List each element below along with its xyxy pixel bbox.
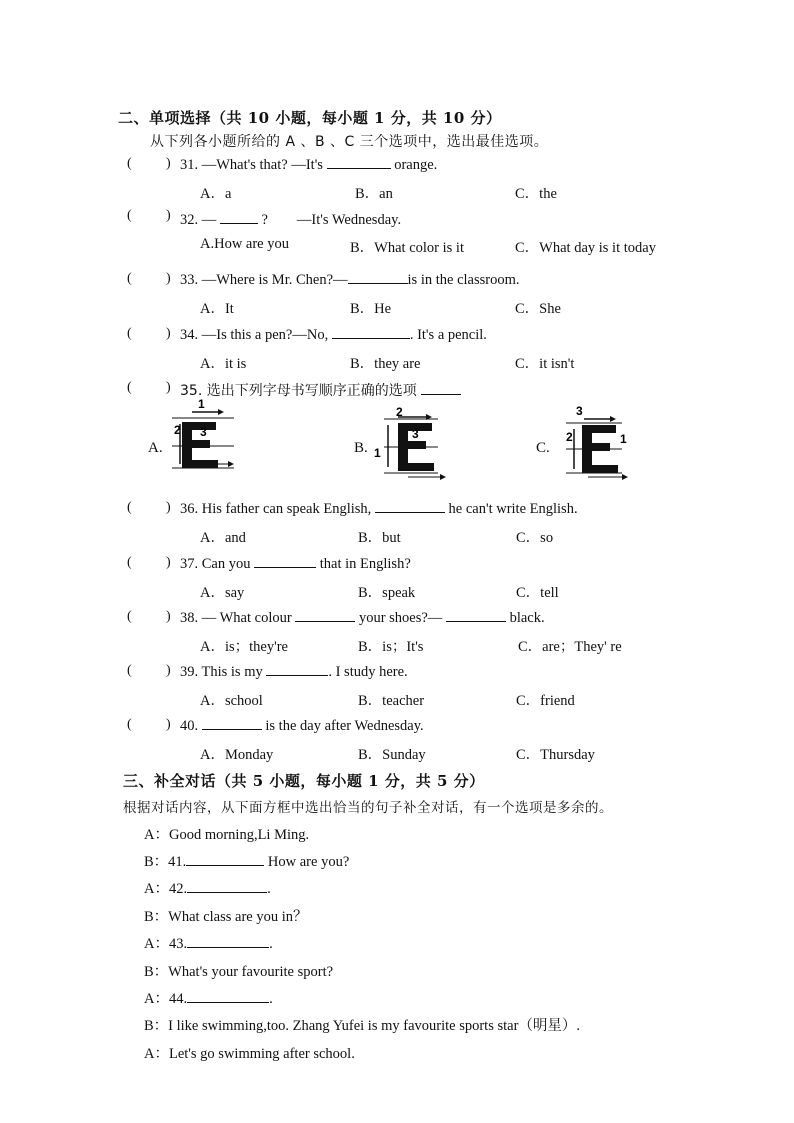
question-stem: 38. — What colour your shoes?— black. [180, 610, 545, 626]
answer-blank[interactable] [348, 271, 408, 284]
dialogue-line: B：I like swimming,too. Zhang Yufei is my favourite sports star（明星）. [144, 1018, 581, 1034]
answer-blank[interactable] [187, 935, 269, 948]
option-a[interactable]: A．say [200, 585, 245, 601]
answer-paren-left: ( [127, 271, 132, 286]
answer-paren-left: ( [127, 717, 132, 732]
option-a[interactable]: A．and [200, 530, 246, 546]
answer-paren-left: ( [127, 609, 132, 624]
question-36 [0, 500, 794, 554]
answer-paren-right: ) [166, 208, 171, 223]
answer-paren-left: ( [127, 380, 132, 395]
answer-blank[interactable] [375, 500, 445, 513]
question-40 [0, 717, 794, 771]
figure-label-b[interactable]: B. [354, 440, 368, 456]
figure-label-a[interactable]: A. [148, 440, 163, 456]
answer-blank[interactable] [266, 663, 328, 676]
option-c[interactable]: C．so [516, 530, 554, 546]
answer-paren-right: ) [166, 555, 171, 570]
letter-e-figure-b[interactable] [374, 405, 446, 485]
question-stem: 32. — ? —It's Wednesday. [180, 212, 402, 228]
option-a[interactable]: A．is；they're [200, 639, 288, 655]
option-b[interactable]: B．speak [358, 585, 416, 601]
question-31 [0, 156, 794, 210]
question-34 [0, 326, 794, 380]
answer-paren-right: ) [166, 326, 171, 341]
option-a[interactable]: A．it is [200, 356, 247, 372]
answer-paren-left: ( [127, 326, 132, 341]
answer-paren-left: ( [127, 500, 132, 515]
question-stem: 40. is the day after Wednesday. [180, 718, 424, 734]
option-b[interactable]: B．Sunday [358, 747, 426, 763]
question-38 [0, 609, 794, 663]
dialogue-line: B：41. How are you? [144, 854, 350, 870]
answer-paren-left: ( [127, 555, 132, 570]
question-stem: 36. His father can speak English, he can't write English. [180, 501, 578, 517]
option-a[interactable]: A.How are you [200, 236, 289, 252]
stroke-number: 3 [200, 425, 207, 439]
dialogue-line: A：Good morning,Li Ming. [144, 827, 310, 843]
answer-blank[interactable] [327, 156, 391, 169]
answer-blank[interactable] [254, 555, 316, 568]
question-stem: 37. Can you that in English? [180, 556, 411, 572]
answer-paren-left: ( [127, 156, 132, 171]
dialogue-line: A：42. . [144, 881, 271, 897]
option-c[interactable]: C．She [515, 301, 561, 317]
option-a[interactable]: A．Monday [200, 747, 274, 763]
answer-blank[interactable] [446, 609, 506, 622]
answer-blank[interactable] [421, 382, 461, 395]
dialogue-line: A：43. . [144, 936, 273, 952]
question-stem: 35. 选出下列字母书写顺序正确的选项 [180, 380, 461, 400]
question-32 [0, 208, 794, 262]
answer-paren-right: ) [166, 663, 171, 678]
answer-blank[interactable] [332, 326, 410, 339]
option-b[interactable]: B．He [350, 301, 392, 317]
dialogue-line: B：What class are you in？ [144, 909, 308, 925]
option-a[interactable]: A．It [200, 301, 234, 317]
dialogue-line: A：44. . [144, 991, 273, 1007]
stroke-number: 2 [396, 405, 403, 419]
stroke-number: 2 [174, 423, 181, 437]
option-a[interactable]: A．a [200, 186, 232, 202]
question-33 [0, 271, 794, 325]
section-3-instruction: 根据对话内容，从下面方框中选出恰当的句子补全对话，有一个选项是多余的。 [123, 800, 613, 816]
option-c[interactable]: C．friend [516, 693, 575, 709]
letter-e-figure-c[interactable] [560, 405, 632, 485]
dialogue-line: A：Let's go swimming after school. [144, 1046, 355, 1062]
option-b[interactable]: B．What color is it [350, 240, 464, 256]
stroke-number: 3 [576, 405, 583, 418]
answer-blank[interactable] [187, 880, 267, 893]
answer-blank[interactable] [220, 211, 258, 224]
stroke-number: 3 [412, 427, 419, 441]
answer-blank[interactable] [295, 609, 355, 622]
answer-paren-left: ( [127, 663, 132, 678]
stroke-number: 2 [566, 430, 573, 444]
answer-paren-right: ) [166, 609, 171, 624]
stroke-number: 1 [198, 398, 205, 411]
option-c[interactable]: C．Thursday [516, 747, 595, 763]
question-39 [0, 663, 794, 717]
option-c[interactable]: C．are；They' re [518, 639, 622, 655]
answer-paren-right: ) [166, 271, 171, 286]
answer-paren-right: ) [166, 156, 171, 171]
option-b[interactable]: B．they are [350, 356, 421, 372]
answer-paren-right: ) [166, 717, 171, 732]
answer-paren-right: ) [166, 500, 171, 515]
option-b[interactable]: B．teacher [358, 693, 425, 709]
option-b[interactable]: B．but [358, 530, 401, 546]
option-c[interactable]: C．the [515, 186, 557, 202]
stroke-number: 1 [374, 446, 381, 460]
question-37 [0, 555, 794, 609]
option-c[interactable]: C．tell [516, 585, 559, 601]
figure-label-c[interactable]: C. [536, 440, 550, 456]
option-c[interactable]: C．What day is it today [515, 240, 656, 256]
question-stem: 34. —Is this a pen?—No, . It's a pencil. [180, 327, 487, 343]
letter-e-figure-a[interactable] [172, 398, 242, 478]
question-stem: 39. This is my . I study here. [180, 664, 408, 680]
answer-blank[interactable] [186, 853, 264, 866]
option-c[interactable]: C．it isn't [515, 356, 575, 372]
question-stem: 33. —Where is Mr. Chen?— is in the classroom. [180, 272, 520, 288]
option-b[interactable]: B．an [355, 186, 393, 202]
section-2-instruction: 从下列各小题所给的 A 、B 、C 三个选项中，选出最佳选项。 [150, 134, 549, 150]
section-3-title: 三、补全对话（共 5 小题，每小题 1 分，共 5 分） [123, 772, 485, 790]
dialogue-line: B：What's your favourite sport? [144, 964, 334, 980]
answer-paren-right: ) [166, 380, 171, 395]
option-b[interactable]: B．is；It's [358, 639, 424, 655]
answer-blank[interactable] [187, 990, 269, 1003]
answer-blank[interactable] [202, 717, 262, 730]
stroke-number: 1 [620, 432, 627, 446]
section-2-title: 二、单项选择（共 10 小题，每小题 1 分，共 10 分） [118, 109, 502, 127]
question-stem: 31. —What's that? —It's orange. [180, 157, 438, 173]
option-a[interactable]: A．school [200, 693, 263, 709]
answer-paren-left: ( [127, 208, 132, 223]
